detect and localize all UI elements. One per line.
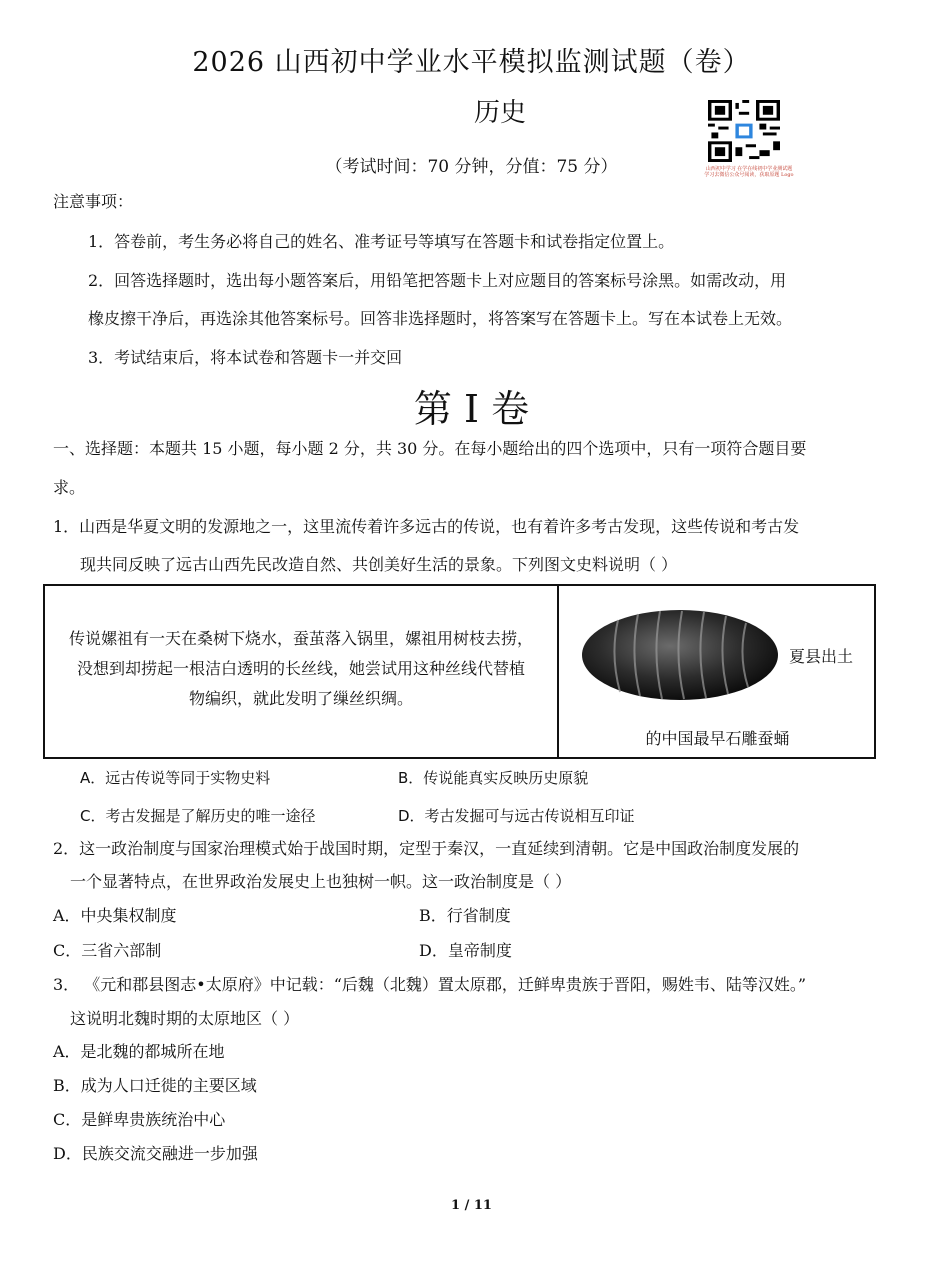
q2-option-d: D．皇帝制度 — [419, 941, 512, 960]
q2-option-a: A．中央集权制度 — [53, 906, 177, 925]
q1-legend-text — [51, 624, 551, 714]
q2-stem-cont: 一个显著特点，在世界政治发展史上也独树一帜。这一政治制度是（ ） — [70, 872, 572, 891]
legend-line: 传说嫘祖有一天在桑树下烧水，蚕茧落入锅里，嫘祖用树枝去捞， — [68, 629, 533, 648]
q1-caption-2: 的中国最早石雕蚕蛹 — [645, 729, 790, 748]
q1-source-table — [43, 584, 876, 759]
q3-option-d: D．民族交流交融进一步加强 — [53, 1144, 258, 1163]
section-instruction-cont: 求。 — [53, 478, 86, 497]
exam-info: （考试时间：70 分钟，分值：75 分） — [325, 157, 618, 177]
notice-item-2: 2．回答选择题时，选出每小题答案后，用铅笔把答题卡上对应题目的答案标号涂黑。如需改动，用 — [88, 271, 787, 290]
q3-option-a: A．是北魏的都城所在地 — [53, 1042, 225, 1061]
q1-option-d: D．考古发掘可与远古传说相互印证 — [398, 807, 635, 825]
qr-code-icon — [708, 100, 780, 162]
q2-option-c: C．三省六部制 — [53, 941, 162, 960]
notice-item-1: 1．答卷前，考生务必将自己的姓名、准考证号等填写在答题卡和试卷指定位置上。 — [88, 232, 675, 251]
page-number: 1 / 11 — [451, 1198, 492, 1213]
legend-line: 物编织，就此发明了缫丝织绸。 — [188, 689, 413, 708]
q2-stem: 2．这一政治制度与国家治理模式始于战国时期，定型于秦汉，一直延续到清朝。它是中国政治制度发展的 — [53, 839, 800, 858]
q1-option-b: B．传说能真实反映历史原貌 — [398, 769, 589, 787]
q1-stem-cont: 现共同反映了远古山西先民改造自然、共创美好生活的景象。下列图文史料说明（ ） — [80, 555, 678, 574]
stone-silkworm-image — [580, 606, 780, 704]
qr-code-block — [700, 96, 860, 188]
q1-option-c: C．考古发掘是了解历史的唯一途径 — [80, 807, 316, 825]
q2-option-b: B．行省制度 — [419, 906, 511, 925]
qr-caption: 山西初中学习 在学在线初中学业测试题 学习去微信公众号阅读，获取原题 Logo — [704, 166, 794, 178]
subject-title: 历史 — [473, 98, 526, 128]
exam-title: 2026 山西初中学业水平模拟监测试题（卷） — [192, 47, 751, 78]
legend-line: 没想到却捞起一根洁白透明的长丝线，她尝试用这种丝线代替植 — [76, 659, 525, 678]
notice-item-3: 3．考试结束后，将本试卷和答题卡一并交回 — [88, 348, 403, 367]
q1-option-a: A．远古传说等同于实物史料 — [80, 769, 271, 787]
part-title: 第 I 卷 — [413, 387, 530, 431]
notice-heading: 注意事项： — [53, 192, 134, 211]
q1-stem: 1．山西是华夏文明的发源地之一，这里流传着许多远古的传说，也有着许多考古发现，这些传说和考古发 — [53, 517, 800, 536]
q3-stem: 3． 《元和郡县图志•太原府》中记载：“后魏（北魏）置太原郡，迁鲜卑贵族于晋阳，赐姓韦、陆等汉姓。” — [53, 975, 807, 994]
q3-stem-cont: 这说明北魏时期的太原地区（ ） — [70, 1009, 300, 1028]
q3-option-b: B．成为人口迁徙的主要区域 — [53, 1076, 257, 1095]
section-instruction: 一、选择题：本题共 15 小题，每小题 2 分，共 30 分。在每小题给出的四个选项中，只有一项符合题目要 — [53, 439, 807, 458]
q3-option-c: C．是鲜卑贵族统治中心 — [53, 1110, 226, 1129]
q1-caption-1: 夏县出土 — [789, 647, 854, 666]
notice-item-2-cont: 橡皮擦干净后，再选涂其他答案标号。回答非选择题时，将答案写在答题卡上。写在本试卷上无效。 — [88, 309, 793, 328]
